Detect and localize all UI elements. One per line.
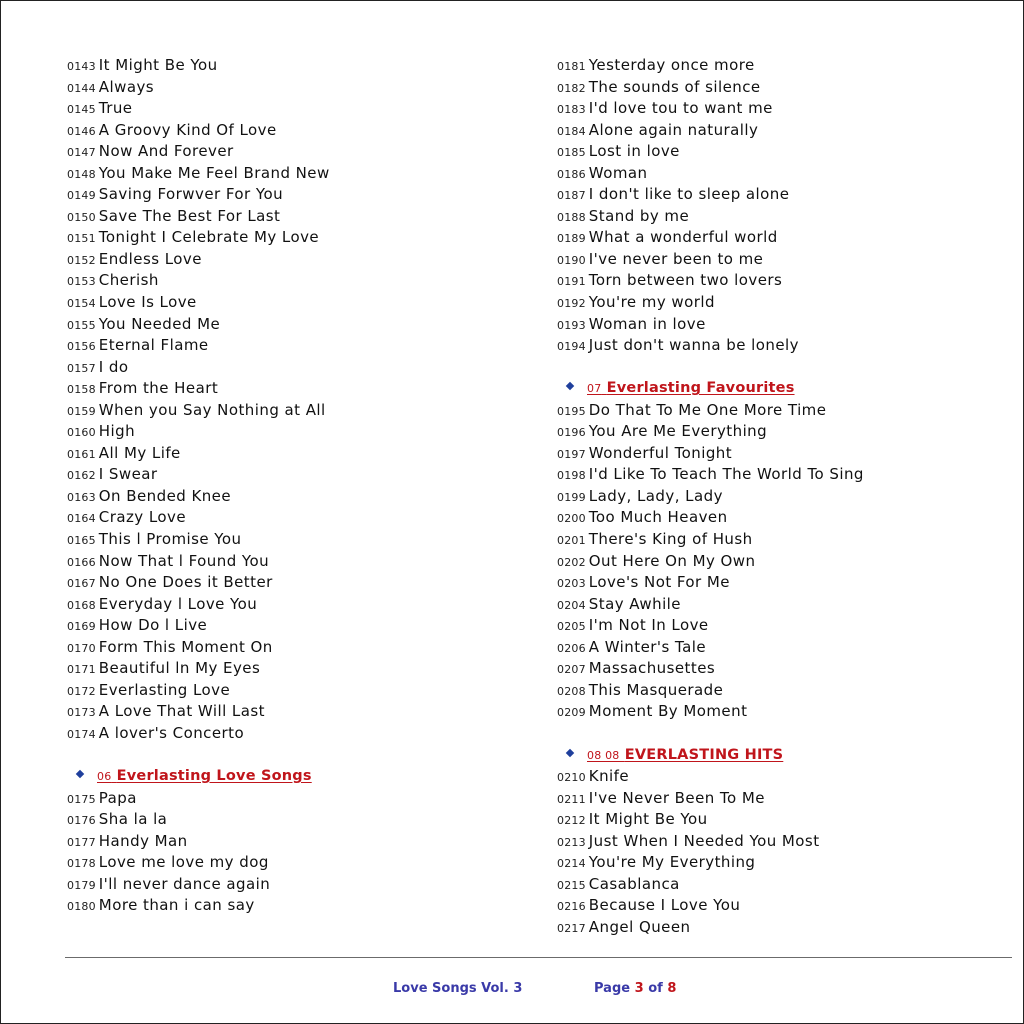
song-title: Now That l Found You — [98, 551, 270, 570]
song-title: Woman in love — [588, 314, 706, 333]
song-entry — [557, 421, 1017, 443]
song-title: This l Promise You — [98, 530, 242, 549]
song-title: True — [98, 99, 133, 118]
song-entry — [67, 227, 537, 249]
song-number: 0159 — [67, 404, 96, 418]
song-number: 0152 — [67, 253, 96, 267]
song-title: Alone again naturally — [588, 120, 759, 139]
footer-document-title: Love Songs Vol. 3 — [393, 981, 523, 996]
footer-page-number — [594, 981, 676, 996]
song-number: 0156 — [67, 340, 96, 354]
song-entry — [557, 141, 1017, 163]
song-number: 0157 — [67, 361, 96, 375]
song-number: 0182 — [557, 81, 586, 95]
song-entry — [557, 615, 1017, 637]
song-number: 0167 — [67, 577, 96, 591]
song-number: 0183 — [557, 103, 586, 117]
song-number: 0196 — [557, 426, 586, 440]
song-number: 0201 — [557, 534, 586, 548]
page-of: of — [648, 981, 663, 996]
song-entry — [557, 529, 1017, 551]
song-entry — [67, 249, 537, 271]
section-number: 07 — [587, 382, 602, 396]
song-entry — [67, 335, 537, 357]
song-entry — [67, 637, 537, 659]
song-number: 0217 — [557, 921, 586, 935]
song-number: 0191 — [557, 275, 586, 289]
song-number: 0199 — [557, 490, 586, 504]
song-title: All My Life — [98, 443, 181, 462]
song-entry — [557, 917, 1017, 939]
song-entry — [557, 400, 1017, 422]
section-gap — [557, 357, 1017, 379]
song-title: Cherish — [98, 271, 159, 290]
song-entry — [557, 292, 1017, 314]
song-number: 0163 — [67, 490, 96, 504]
song-entry — [67, 443, 537, 465]
song-entry — [67, 788, 537, 810]
song-entry — [67, 615, 537, 637]
song-entry — [557, 206, 1017, 228]
song-entry — [67, 120, 537, 142]
song-title: I'd Like To Teach The World To Sing — [588, 465, 864, 484]
song-entry — [557, 443, 1017, 465]
song-entry — [557, 120, 1017, 142]
song-entry — [67, 464, 537, 486]
page-current: 3 — [634, 981, 644, 996]
song-number: 0214 — [557, 857, 586, 871]
song-entry — [67, 184, 537, 206]
song-title: Everlasting Love — [98, 680, 231, 699]
song-number: 0149 — [67, 189, 96, 203]
song-number: 0203 — [557, 577, 586, 591]
song-title: I've Never Been To Me — [588, 788, 765, 807]
song-number: 0143 — [67, 60, 96, 73]
song-title: Love me love my dog — [98, 853, 269, 872]
song-number: 0168 — [67, 598, 96, 612]
song-entry — [67, 551, 537, 573]
song-number: 0204 — [557, 598, 586, 612]
song-entry — [557, 507, 1017, 529]
song-number: 0164 — [67, 512, 96, 526]
song-number: 0180 — [67, 900, 96, 914]
song-entry — [557, 701, 1017, 723]
song-title: High — [98, 422, 136, 441]
song-number: 0162 — [67, 469, 96, 483]
song-entry — [67, 98, 537, 120]
song-entry — [557, 270, 1017, 292]
diamond-bullet-icon — [566, 748, 574, 756]
song-entry — [557, 680, 1017, 702]
song-title: Sha la la — [98, 810, 168, 829]
song-number: 0206 — [557, 641, 586, 655]
song-entry — [557, 637, 1017, 659]
page-label: Page — [594, 981, 631, 996]
section-heading-08 — [557, 745, 1017, 767]
song-number: 0215 — [557, 878, 586, 892]
song-title: A lover's Concerto — [98, 723, 245, 742]
song-title: The sounds of silence — [588, 77, 761, 96]
song-title: Saving Forwver For You — [98, 185, 284, 204]
song-title: Wonderful Tonight — [588, 443, 733, 462]
song-title: Handy Man — [98, 831, 188, 850]
song-number: 0200 — [557, 512, 586, 526]
song-number: 0202 — [557, 555, 586, 569]
song-number: 0188 — [557, 210, 586, 224]
song-title: What a wonderful world — [588, 228, 778, 247]
song-number: 0166 — [67, 555, 96, 569]
song-number: 0193 — [557, 318, 586, 332]
song-number: 0184 — [557, 124, 586, 138]
song-number: 0187 — [557, 189, 586, 203]
song-entry — [557, 464, 1017, 486]
song-entry — [557, 551, 1017, 573]
song-entry — [67, 292, 537, 314]
song-title: Angel Queen — [588, 917, 691, 936]
song-number: 0195 — [557, 404, 586, 418]
song-list-section-06 — [67, 788, 537, 917]
diamond-bullet-icon — [76, 770, 84, 778]
song-title: Just don't wanna be lonely — [588, 336, 799, 355]
song-number: 0171 — [67, 663, 96, 677]
song-title: Tonight I Celebrate My Love — [98, 228, 320, 247]
song-title: I don't like to sleep alone — [588, 185, 790, 204]
song-number: 0155 — [67, 318, 96, 332]
diamond-bullet-icon — [566, 382, 574, 390]
song-title: Stand by me — [588, 206, 690, 225]
song-title: Everyday l Love You — [98, 594, 258, 613]
song-entry — [67, 77, 537, 99]
song-entry — [67, 594, 537, 616]
song-title: Casablanca — [588, 874, 680, 893]
song-entry — [67, 400, 537, 422]
song-title: I'll never dance again — [98, 874, 271, 893]
song-number: 0185 — [557, 146, 586, 160]
song-number: 0178 — [67, 857, 96, 871]
song-number: 0177 — [67, 835, 96, 849]
song-entry — [557, 895, 1017, 917]
song-number: 0175 — [67, 792, 96, 806]
song-entry — [67, 314, 537, 336]
section-title: Everlasting Love Songs — [116, 768, 312, 785]
section-number: 06 — [97, 770, 112, 784]
song-number: 0211 — [557, 792, 586, 806]
song-number: 0210 — [557, 771, 586, 785]
song-title: Lady, Lady, Lady — [588, 486, 723, 505]
song-number: 0194 — [557, 340, 586, 354]
song-title: Now And Forever — [98, 142, 234, 161]
song-title: I'm Not In Love — [588, 616, 709, 635]
song-title: Torn between two lovers — [588, 271, 783, 290]
song-title: On Bended Knee — [98, 486, 232, 505]
song-entry — [557, 77, 1017, 99]
song-number: 0145 — [67, 103, 96, 117]
song-title: When you Say Nothing at All — [98, 400, 326, 419]
song-entry — [557, 98, 1017, 120]
song-entry — [67, 852, 537, 874]
song-title: Because I Love You — [588, 896, 741, 915]
song-entry — [557, 163, 1017, 185]
song-entry — [67, 874, 537, 896]
song-entry — [557, 788, 1017, 810]
footer-divider — [65, 957, 1012, 958]
song-title: Beautiful ln My Eyes — [98, 659, 261, 678]
song-number: 0198 — [557, 469, 586, 483]
song-entry — [67, 831, 537, 853]
section-number: 08 08 — [587, 748, 620, 762]
song-number: 0209 — [557, 706, 586, 720]
song-entry — [557, 572, 1017, 594]
song-title: A Winter's Tale — [588, 637, 707, 656]
song-title: Lost in love — [588, 142, 680, 161]
song-entry — [557, 55, 1017, 77]
song-number: 0169 — [67, 620, 96, 634]
song-title: Form This Moment On — [98, 637, 273, 656]
song-title: You Needed Me — [98, 314, 221, 333]
song-number: 0212 — [557, 814, 586, 828]
song-number: 0179 — [67, 878, 96, 892]
song-title: More than i can say — [98, 896, 255, 915]
right-column — [557, 55, 1017, 938]
song-entry — [557, 486, 1017, 508]
song-entry — [557, 658, 1017, 680]
song-entry — [67, 486, 537, 508]
song-entry — [557, 594, 1017, 616]
left-column — [67, 55, 537, 917]
song-title: Save The Best For Last — [98, 206, 281, 225]
song-number: 0172 — [67, 684, 96, 698]
song-title: Moment By Moment — [588, 702, 748, 721]
song-number: 0207 — [557, 663, 586, 677]
song-title: Out Here On My Own — [588, 551, 756, 570]
song-list-section-07 — [557, 400, 1017, 723]
song-entry — [557, 314, 1017, 336]
song-number: 0151 — [67, 232, 96, 246]
song-title: You Are Me Everything — [588, 422, 768, 441]
section-gap — [67, 745, 537, 767]
song-number: 0144 — [67, 81, 96, 95]
song-title: A Love That Will Last — [98, 702, 265, 721]
song-number: 0174 — [67, 727, 96, 741]
song-number: 0216 — [557, 900, 586, 914]
song-title: Stay Awhile — [588, 594, 681, 613]
song-title: Always — [98, 77, 155, 96]
song-title: Love Is Love — [98, 293, 197, 312]
song-title: I'd love tou to want me — [588, 99, 773, 118]
song-title: How Do l Live — [98, 616, 208, 635]
song-entry — [67, 529, 537, 551]
song-entry — [67, 55, 537, 77]
song-number: 0192 — [557, 297, 586, 311]
song-entry — [557, 335, 1017, 357]
song-title: Just When I Needed You Most — [588, 831, 820, 850]
section-title: EVERLASTING HITS — [624, 746, 784, 763]
song-number: 0208 — [557, 684, 586, 698]
song-title: Eternal Flame — [98, 336, 209, 355]
song-number: 0165 — [67, 534, 96, 548]
song-title: Massachusettes — [588, 659, 716, 678]
section-heading-06 — [67, 766, 537, 788]
song-number: 0205 — [557, 620, 586, 634]
song-entry — [67, 357, 537, 379]
song-list-section-08 — [557, 766, 1017, 938]
song-number: 0148 — [67, 167, 96, 181]
song-number: 0150 — [67, 210, 96, 224]
song-title: Endless Love — [98, 249, 202, 268]
song-number: 0161 — [67, 447, 96, 461]
song-number: 0158 — [67, 383, 96, 397]
song-entry — [557, 766, 1017, 788]
song-title: Do That To Me One More Time — [588, 400, 827, 419]
song-number: 0153 — [67, 275, 96, 289]
song-entry — [67, 421, 537, 443]
section-gap — [557, 723, 1017, 745]
section-title: Everlasting Favourites — [606, 380, 795, 397]
song-title: It Might Be You — [588, 810, 708, 829]
song-number: 0154 — [67, 297, 96, 311]
song-number: 0186 — [557, 167, 586, 181]
song-title: You're My Everything — [588, 853, 756, 872]
song-title: Papa — [98, 788, 137, 807]
song-title: This Masquerade — [588, 680, 724, 699]
song-entry — [67, 141, 537, 163]
song-title: Love's Not For Me — [588, 573, 730, 592]
song-entry — [67, 270, 537, 292]
song-number: 0176 — [67, 814, 96, 828]
song-list-left — [67, 55, 537, 745]
song-entry — [67, 723, 537, 745]
song-title: No One Does it Better — [98, 573, 273, 592]
song-entry — [67, 701, 537, 723]
song-title: You're my world — [588, 293, 715, 312]
song-title: I Swear — [98, 465, 158, 484]
song-title: Woman — [588, 163, 648, 182]
song-number: 0213 — [557, 835, 586, 849]
song-number: 0170 — [67, 641, 96, 655]
song-entry — [557, 249, 1017, 271]
song-number: 0181 — [557, 60, 586, 73]
song-entry — [67, 809, 537, 831]
song-number: 0147 — [67, 146, 96, 160]
song-title: Yesterday once more — [588, 56, 755, 74]
song-title: I've never been to me — [588, 249, 764, 268]
song-number: 0146 — [67, 124, 96, 138]
song-number: 0189 — [557, 232, 586, 246]
song-entry — [67, 206, 537, 228]
song-title: Crazy Love — [98, 508, 187, 527]
page-total: 8 — [667, 981, 677, 996]
song-title: It Might Be You — [98, 56, 218, 74]
song-entry — [557, 227, 1017, 249]
section-heading-07 — [557, 378, 1017, 400]
song-number: 0160 — [67, 426, 96, 440]
song-entry — [67, 507, 537, 529]
song-title: From the Heart — [98, 379, 219, 398]
song-entry — [557, 831, 1017, 853]
song-number: 0190 — [557, 253, 586, 267]
song-entry — [67, 378, 537, 400]
song-title: Knife — [588, 767, 630, 786]
song-entry — [557, 874, 1017, 896]
song-title: I do — [98, 357, 129, 376]
song-entry — [557, 852, 1017, 874]
song-title: There's King of Hush — [588, 530, 753, 549]
song-entry — [67, 658, 537, 680]
song-title: You Make Me Feel Brand New — [98, 163, 330, 182]
song-entry — [67, 895, 537, 917]
song-title: Too Much Heaven — [588, 508, 728, 527]
song-entry — [557, 184, 1017, 206]
section-heading-link[interactable] — [587, 747, 783, 763]
song-entry — [557, 809, 1017, 831]
song-entry — [67, 572, 537, 594]
song-number: 0173 — [67, 706, 96, 720]
section-heading-link[interactable] — [97, 768, 312, 784]
song-entry — [67, 163, 537, 185]
song-entry — [67, 680, 537, 702]
song-number: 0197 — [557, 447, 586, 461]
song-list-right — [557, 55, 1017, 357]
song-title: A Groovy Kind Of Love — [98, 120, 277, 139]
section-heading-link[interactable] — [587, 380, 795, 396]
